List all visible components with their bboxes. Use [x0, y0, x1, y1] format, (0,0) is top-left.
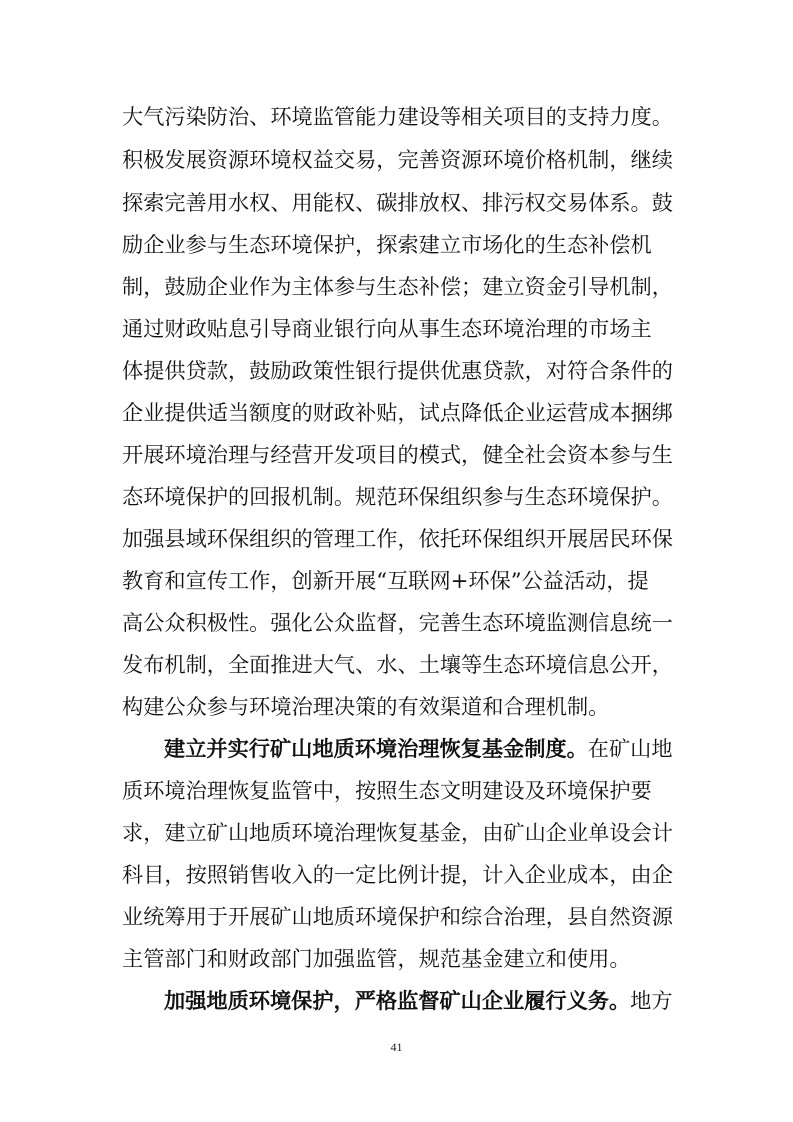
- paragraph-line: [164, 735, 682, 763]
- page-number: 41: [390, 1040, 403, 1054]
- paragraph-line: [122, 861, 682, 889]
- paragraph-line: [122, 399, 682, 427]
- line-text: 探索完善用水权、用能权、碳排放权、排污权交易体系。鼓: [122, 190, 673, 215]
- paragraph-line: [122, 315, 682, 343]
- paragraph-line: [122, 903, 682, 931]
- paragraph-line: [122, 273, 682, 301]
- paragraph-line: [122, 777, 682, 805]
- paragraph-line: [122, 441, 682, 469]
- line-text: 大气污染防治、环境监管能力建设等相关项目的支持力度。: [122, 104, 673, 129]
- line-text: 教育和宣传工作，创新开展“互联网+环保”公益活动，提: [122, 568, 649, 593]
- line-text: 体提供贷款，鼓励政策性银行提供优惠贷款，对符合条件的: [122, 358, 673, 383]
- line-text: 业统筹用于开展矿山地质环境保护和综合治理，县自然资源: [122, 904, 673, 929]
- paragraph-line: [122, 567, 682, 595]
- line-text: 通过财政贴息引导商业银行向从事生态环境治理的市场主: [122, 316, 652, 341]
- paragraph-line: [122, 357, 682, 385]
- paragraph-line: [122, 231, 682, 259]
- line-text: 质环境治理恢复监管中，按照生态文明建设及环境保护要: [122, 778, 652, 803]
- paragraph-line: [122, 819, 682, 847]
- line-text: 积极发展资源环境权益交易，完善资源环境价格机制，继续: [122, 147, 673, 172]
- line-text: 求，建立矿山地质环境治理恢复基金，由矿山企业单设会计: [122, 820, 673, 845]
- paragraph-heading: 加强地质环境保护，严格监督矿山企业履行义务。: [164, 988, 631, 1013]
- line-text: 态环境保护的回报机制。规范环保组织参与生态环境保护。: [122, 484, 673, 509]
- line-text: 励企业参与生态环境保护，探索建立市场化的生态补偿机: [122, 232, 652, 257]
- line-text: 科目，按照销售收入的一定比例计提，计入企业成本，由企: [122, 862, 673, 887]
- paragraph-line: [122, 103, 682, 131]
- paragraph-line: [122, 525, 682, 553]
- line-text: 主管部门和财政部门加强监管，规范基金建立和使用。: [122, 946, 631, 971]
- paragraph-line: [122, 483, 682, 511]
- line-text: 加强县域环保组织的管理工作，依托环保组织开展居民环保: [122, 526, 673, 551]
- line-text: 制，鼓励企业作为主体参与生态补偿；建立资金引导机制，: [122, 274, 673, 299]
- paragraph-heading: 建立并实行矿山地质环境治理恢复基金制度。: [164, 736, 588, 761]
- paragraph-line: [164, 987, 682, 1015]
- paragraph-line: [122, 651, 682, 679]
- line-text: 地方: [630, 988, 673, 1013]
- paragraph-line: [122, 146, 682, 174]
- paragraph-line: [122, 945, 682, 973]
- paragraph-line: [122, 609, 682, 637]
- line-text: 开展环境治理与经营开发项目的模式，健全社会资本参与生: [122, 442, 673, 467]
- line-text: 构建公众参与环境治理决策的有效渠道和合理机制。: [122, 694, 610, 719]
- paragraph-line: [122, 693, 682, 721]
- line-text: 企业提供适当额度的财政补贴，试点降低企业运营成本捆绑: [122, 400, 673, 425]
- line-text: 发布机制，全面推进大气、水、土壤等生态环境信息公开，: [122, 652, 673, 677]
- paragraph-line: [122, 189, 682, 217]
- line-text: 在矿山地: [587, 736, 673, 761]
- line-text: 高公众积极性。强化公众监督，完善生态环境监测信息统一: [122, 610, 673, 635]
